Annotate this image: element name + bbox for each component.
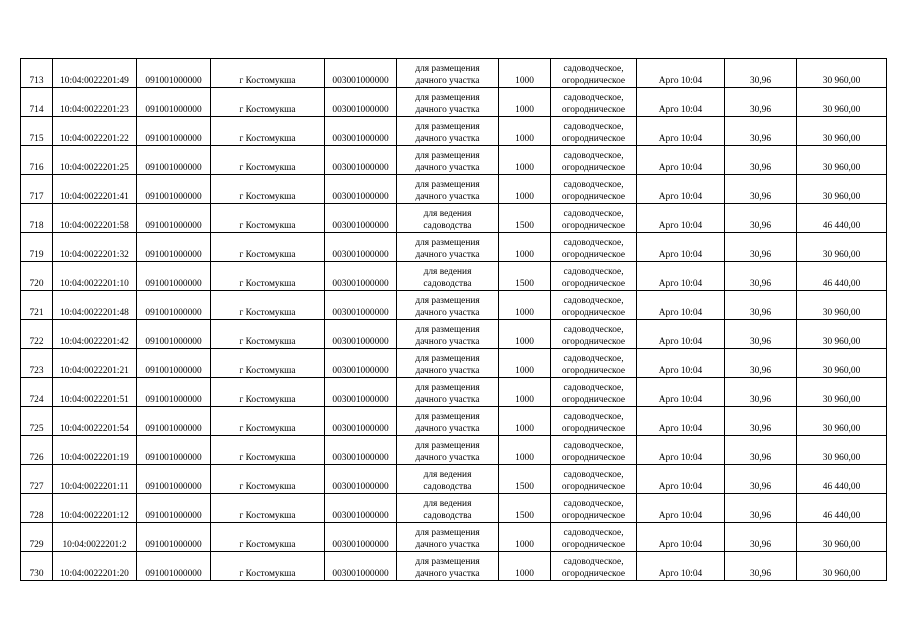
area-cell: 1000 <box>499 117 551 146</box>
permitted-use-line: дачного участка <box>415 337 480 347</box>
cadastral-number-cell: 10:04:0022201:21 <box>53 349 137 378</box>
land-category-line: огородническое <box>561 192 626 202</box>
land-category-cell <box>551 523 637 552</box>
permitted-use-line: дачного участка <box>415 540 480 550</box>
permitted-use-line: для размещения <box>415 412 480 422</box>
okato-code-cell: 091001000000 <box>137 378 211 407</box>
cadastral-value-cell: 30 960,00 <box>797 378 887 407</box>
land-category-line: садоводческое, <box>563 528 624 538</box>
locality-cell: г Костомукша <box>211 291 325 320</box>
area-cell: 1500 <box>499 262 551 291</box>
permitted-use-cell <box>397 233 499 262</box>
land-category-line: огородническое <box>561 76 626 86</box>
permitted-use-cell <box>397 146 499 175</box>
oktmo-code-cell: 003001000000 <box>325 262 397 291</box>
table-row <box>21 349 887 378</box>
area-cell: 1500 <box>499 494 551 523</box>
area-cell: 1000 <box>499 552 551 581</box>
permitted-use-line: для размещения <box>415 238 480 248</box>
locality-cell: г Костомукша <box>211 204 325 233</box>
land-category-line: садоводческое, <box>563 64 624 74</box>
land-category-line: садоводческое, <box>563 354 624 364</box>
oktmo-code-cell: 003001000000 <box>325 146 397 175</box>
locality-cell: г Костомукша <box>211 436 325 465</box>
land-category-line: огородническое <box>561 424 626 434</box>
specific-value-cell: 30,96 <box>725 262 797 291</box>
permitted-use-line: для ведения <box>423 267 472 277</box>
land-category-line: огородническое <box>561 308 626 318</box>
cadastral-value-cell: 30 960,00 <box>797 523 887 552</box>
specific-value-cell: 30,96 <box>725 88 797 117</box>
valuation-zone-cell: Арго 10:04 <box>637 378 725 407</box>
row-number-cell: 726 <box>21 436 53 465</box>
cadastral-value-cell: 30 960,00 <box>797 407 887 436</box>
cadastral-number-cell: 10:04:0022201:23 <box>53 88 137 117</box>
specific-value-cell: 30,96 <box>725 320 797 349</box>
specific-value-cell: 30,96 <box>725 117 797 146</box>
land-category-line: огородническое <box>561 569 626 579</box>
area-cell: 1000 <box>499 378 551 407</box>
land-category-line: огородническое <box>561 163 626 173</box>
cadastral-value-cell: 30 960,00 <box>797 552 887 581</box>
specific-value-cell: 30,96 <box>725 349 797 378</box>
cadastral-number-cell: 10:04:0022201:49 <box>53 59 137 88</box>
table-row <box>21 494 887 523</box>
oktmo-code-cell: 003001000000 <box>325 436 397 465</box>
cadastral-number-cell: 10:04:0022201:2 <box>53 523 137 552</box>
permitted-use-line: для размещения <box>415 122 480 132</box>
permitted-use-cell <box>397 436 499 465</box>
land-category-cell <box>551 233 637 262</box>
oktmo-code-cell: 003001000000 <box>325 233 397 262</box>
land-category-line: огородническое <box>561 134 626 144</box>
row-number-cell: 720 <box>21 262 53 291</box>
land-category-cell <box>551 494 637 523</box>
permitted-use-line: для размещения <box>415 354 480 364</box>
specific-value-cell: 30,96 <box>725 146 797 175</box>
locality-cell: г Костомукша <box>211 378 325 407</box>
cadastral-number-cell: 10:04:0022201:32 <box>53 233 137 262</box>
permitted-use-line: дачного участка <box>415 308 480 318</box>
cadastral-number-cell: 10:04:0022201:58 <box>53 204 137 233</box>
oktmo-code-cell: 003001000000 <box>325 175 397 204</box>
cadastral-value-cell: 30 960,00 <box>797 349 887 378</box>
area-cell: 1000 <box>499 320 551 349</box>
land-category-cell <box>551 291 637 320</box>
locality-cell: г Костомукша <box>211 552 325 581</box>
table-row <box>21 175 887 204</box>
table-row <box>21 262 887 291</box>
specific-value-cell: 30,96 <box>725 204 797 233</box>
land-category-line: огородническое <box>561 482 626 492</box>
permitted-use-line: для ведения <box>423 470 472 480</box>
land-category-cell <box>551 88 637 117</box>
cadastral-value-cell: 30 960,00 <box>797 233 887 262</box>
land-category-cell <box>551 175 637 204</box>
table-row <box>21 291 887 320</box>
cadastral-value-cell: 30 960,00 <box>797 436 887 465</box>
permitted-use-line: дачного участка <box>415 192 480 202</box>
oktmo-code-cell: 003001000000 <box>325 494 397 523</box>
land-category-line: садоводческое, <box>563 470 624 480</box>
permitted-use-line: для размещения <box>415 383 480 393</box>
cadastral-value-cell: 46 440,00 <box>797 204 887 233</box>
row-number-cell: 716 <box>21 146 53 175</box>
area-cell: 1000 <box>499 291 551 320</box>
okato-code-cell: 091001000000 <box>137 407 211 436</box>
table-row <box>21 552 887 581</box>
permitted-use-line: для размещения <box>415 441 480 451</box>
specific-value-cell: 30,96 <box>725 59 797 88</box>
cadastral-value-cell: 30 960,00 <box>797 291 887 320</box>
oktmo-code-cell: 003001000000 <box>325 59 397 88</box>
table-row <box>21 465 887 494</box>
cadastral-number-cell: 10:04:0022201:10 <box>53 262 137 291</box>
permitted-use-cell <box>397 262 499 291</box>
permitted-use-line: садоводства <box>423 511 472 521</box>
cadastral-number-cell: 10:04:0022201:11 <box>53 465 137 494</box>
land-category-cell <box>551 378 637 407</box>
land-category-cell <box>551 59 637 88</box>
land-plot-table <box>20 58 887 581</box>
table-row <box>21 117 887 146</box>
land-category-line: садоводческое, <box>563 296 624 306</box>
land-category-cell <box>551 146 637 175</box>
oktmo-code-cell: 003001000000 <box>325 378 397 407</box>
land-category-cell <box>551 117 637 146</box>
permitted-use-cell <box>397 378 499 407</box>
row-number-cell: 721 <box>21 291 53 320</box>
valuation-zone-cell: Арго 10:04 <box>637 291 725 320</box>
cadastral-value-cell: 30 960,00 <box>797 88 887 117</box>
locality-cell: г Костомукша <box>211 117 325 146</box>
permitted-use-line: для размещения <box>415 325 480 335</box>
okato-code-cell: 091001000000 <box>137 465 211 494</box>
cadastral-value-cell: 30 960,00 <box>797 117 887 146</box>
locality-cell: г Костомукша <box>211 494 325 523</box>
okato-code-cell: 091001000000 <box>137 233 211 262</box>
okato-code-cell: 091001000000 <box>137 117 211 146</box>
area-cell: 1500 <box>499 465 551 494</box>
permitted-use-cell <box>397 349 499 378</box>
valuation-zone-cell: Арго 10:04 <box>637 233 725 262</box>
oktmo-code-cell: 003001000000 <box>325 523 397 552</box>
row-number-cell: 715 <box>21 117 53 146</box>
permitted-use-cell <box>397 175 499 204</box>
valuation-zone-cell: Арго 10:04 <box>637 436 725 465</box>
valuation-zone-cell: Арго 10:04 <box>637 552 725 581</box>
locality-cell: г Костомукша <box>211 262 325 291</box>
valuation-zone-cell: Арго 10:04 <box>637 146 725 175</box>
okato-code-cell: 091001000000 <box>137 291 211 320</box>
area-cell: 1000 <box>499 88 551 117</box>
row-number-cell: 717 <box>21 175 53 204</box>
okato-code-cell: 091001000000 <box>137 146 211 175</box>
cadastral-value-cell: 30 960,00 <box>797 320 887 349</box>
oktmo-code-cell: 003001000000 <box>325 88 397 117</box>
cadastral-number-cell: 10:04:0022201:48 <box>53 291 137 320</box>
row-number-cell: 730 <box>21 552 53 581</box>
land-category-cell <box>551 552 637 581</box>
okato-code-cell: 091001000000 <box>137 59 211 88</box>
table-row <box>21 523 887 552</box>
permitted-use-line: дачного участка <box>415 395 480 405</box>
land-category-line: садоводческое, <box>563 383 624 393</box>
okato-code-cell: 091001000000 <box>137 436 211 465</box>
specific-value-cell: 30,96 <box>725 465 797 494</box>
area-cell: 1000 <box>499 59 551 88</box>
row-number-cell: 713 <box>21 59 53 88</box>
locality-cell: г Костомукша <box>211 88 325 117</box>
permitted-use-line: дачного участка <box>415 250 480 260</box>
locality-cell: г Костомукша <box>211 523 325 552</box>
valuation-zone-cell: Арго 10:04 <box>637 204 725 233</box>
valuation-zone-cell: Арго 10:04 <box>637 407 725 436</box>
permitted-use-cell <box>397 204 499 233</box>
cadastral-value-cell: 46 440,00 <box>797 494 887 523</box>
valuation-zone-cell: Арго 10:04 <box>637 59 725 88</box>
locality-cell: г Костомукша <box>211 349 325 378</box>
okato-code-cell: 091001000000 <box>137 523 211 552</box>
locality-cell: г Костомукша <box>211 233 325 262</box>
land-category-line: огородническое <box>561 366 626 376</box>
cadastral-number-cell: 10:04:0022201:22 <box>53 117 137 146</box>
table-row <box>21 204 887 233</box>
land-category-line: садоводческое, <box>563 441 624 451</box>
row-number-cell: 718 <box>21 204 53 233</box>
specific-value-cell: 30,96 <box>725 494 797 523</box>
cadastral-value-cell: 30 960,00 <box>797 59 887 88</box>
valuation-zone-cell: Арго 10:04 <box>637 523 725 552</box>
row-number-cell: 728 <box>21 494 53 523</box>
land-category-line: огородническое <box>561 511 626 521</box>
row-number-cell: 714 <box>21 88 53 117</box>
row-number-cell: 727 <box>21 465 53 494</box>
valuation-zone-cell: Арго 10:04 <box>637 262 725 291</box>
permitted-use-line: для размещения <box>415 296 480 306</box>
land-category-cell <box>551 262 637 291</box>
table-row <box>21 59 887 88</box>
valuation-zone-cell: Арго 10:04 <box>637 465 725 494</box>
permitted-use-cell <box>397 117 499 146</box>
oktmo-code-cell: 003001000000 <box>325 291 397 320</box>
land-category-line: садоводческое, <box>563 238 624 248</box>
cadastral-number-cell: 10:04:0022201:54 <box>53 407 137 436</box>
land-category-line: огородническое <box>561 395 626 405</box>
land-category-line: садоводческое, <box>563 93 624 103</box>
land-category-line: садоводческое, <box>563 557 624 567</box>
permitted-use-cell <box>397 552 499 581</box>
area-cell: 1000 <box>499 407 551 436</box>
permitted-use-line: дачного участка <box>415 105 480 115</box>
area-cell: 1000 <box>499 523 551 552</box>
valuation-zone-cell: Арго 10:04 <box>637 88 725 117</box>
okato-code-cell: 091001000000 <box>137 262 211 291</box>
okato-code-cell: 091001000000 <box>137 320 211 349</box>
cadastral-number-cell: 10:04:0022201:19 <box>53 436 137 465</box>
land-category-line: садоводческое, <box>563 325 624 335</box>
locality-cell: г Костомукша <box>211 175 325 204</box>
land-category-line: огородническое <box>561 279 626 289</box>
oktmo-code-cell: 003001000000 <box>325 407 397 436</box>
row-number-cell: 724 <box>21 378 53 407</box>
permitted-use-line: для размещения <box>415 557 480 567</box>
okato-code-cell: 091001000000 <box>137 349 211 378</box>
area-cell: 1000 <box>499 146 551 175</box>
cadastral-value-cell: 46 440,00 <box>797 465 887 494</box>
area-cell: 1000 <box>499 436 551 465</box>
row-number-cell: 729 <box>21 523 53 552</box>
oktmo-code-cell: 003001000000 <box>325 320 397 349</box>
valuation-zone-cell: Арго 10:04 <box>637 349 725 378</box>
locality-cell: г Костомукша <box>211 320 325 349</box>
table-body <box>21 59 887 581</box>
permitted-use-line: садоводства <box>423 221 472 231</box>
locality-cell: г Костомукша <box>211 146 325 175</box>
permitted-use-line: для размещения <box>415 180 480 190</box>
land-category-line: огородническое <box>561 105 626 115</box>
cadastral-number-cell: 10:04:0022201:41 <box>53 175 137 204</box>
okato-code-cell: 091001000000 <box>137 494 211 523</box>
table-row <box>21 146 887 175</box>
area-cell: 1000 <box>499 175 551 204</box>
land-category-line: огородническое <box>561 337 626 347</box>
okato-code-cell: 091001000000 <box>137 552 211 581</box>
row-number-cell: 722 <box>21 320 53 349</box>
land-category-cell <box>551 320 637 349</box>
table-row <box>21 436 887 465</box>
land-category-line: огородническое <box>561 221 626 231</box>
valuation-zone-cell: Арго 10:04 <box>637 494 725 523</box>
permitted-use-cell <box>397 320 499 349</box>
land-category-line: огородническое <box>561 250 626 260</box>
land-category-line: садоводческое, <box>563 151 624 161</box>
cadastral-number-cell: 10:04:0022201:25 <box>53 146 137 175</box>
permitted-use-line: для размещения <box>415 93 480 103</box>
locality-cell: г Костомукша <box>211 407 325 436</box>
table-row <box>21 320 887 349</box>
permitted-use-line: дачного участка <box>415 366 480 376</box>
oktmo-code-cell: 003001000000 <box>325 552 397 581</box>
permitted-use-line: дачного участка <box>415 424 480 434</box>
specific-value-cell: 30,96 <box>725 523 797 552</box>
specific-value-cell: 30,96 <box>725 407 797 436</box>
specific-value-cell: 30,96 <box>725 291 797 320</box>
permitted-use-line: для ведения <box>423 209 472 219</box>
cadastral-number-cell: 10:04:0022201:42 <box>53 320 137 349</box>
land-category-line: садоводческое, <box>563 180 624 190</box>
permitted-use-line: для ведения <box>423 499 472 509</box>
okato-code-cell: 091001000000 <box>137 88 211 117</box>
permitted-use-line: дачного участка <box>415 163 480 173</box>
land-category-cell <box>551 349 637 378</box>
land-category-cell <box>551 204 637 233</box>
permitted-use-cell <box>397 523 499 552</box>
permitted-use-line: садоводства <box>423 279 472 289</box>
permitted-use-line: дачного участка <box>415 569 480 579</box>
permitted-use-cell <box>397 494 499 523</box>
permitted-use-line: для размещения <box>415 528 480 538</box>
specific-value-cell: 30,96 <box>725 233 797 262</box>
cadastral-number-cell: 10:04:0022201:20 <box>53 552 137 581</box>
land-category-line: садоводческое, <box>563 499 624 509</box>
row-number-cell: 719 <box>21 233 53 262</box>
oktmo-code-cell: 003001000000 <box>325 204 397 233</box>
land-category-cell <box>551 436 637 465</box>
land-category-line: огородническое <box>561 540 626 550</box>
okato-code-cell: 091001000000 <box>137 175 211 204</box>
permitted-use-cell <box>397 407 499 436</box>
permitted-use-cell <box>397 88 499 117</box>
permitted-use-line: садоводства <box>423 482 472 492</box>
land-category-cell <box>551 407 637 436</box>
cadastral-value-cell: 46 440,00 <box>797 262 887 291</box>
permitted-use-cell <box>397 291 499 320</box>
area-cell: 1000 <box>499 233 551 262</box>
land-category-line: садоводческое, <box>563 412 624 422</box>
oktmo-code-cell: 003001000000 <box>325 117 397 146</box>
okato-code-cell: 091001000000 <box>137 204 211 233</box>
land-category-line: садоводческое, <box>563 122 624 132</box>
oktmo-code-cell: 003001000000 <box>325 349 397 378</box>
locality-cell: г Костомукша <box>211 59 325 88</box>
land-category-line: садоводческое, <box>563 267 624 277</box>
land-category-line: огородническое <box>561 453 626 463</box>
land-category-cell <box>551 465 637 494</box>
specific-value-cell: 30,96 <box>725 552 797 581</box>
row-number-cell: 723 <box>21 349 53 378</box>
permitted-use-line: для размещения <box>415 64 480 74</box>
cadastral-value-cell: 30 960,00 <box>797 175 887 204</box>
table-row <box>21 407 887 436</box>
permitted-use-line: для размещения <box>415 151 480 161</box>
permitted-use-cell <box>397 465 499 494</box>
table-row <box>21 378 887 407</box>
specific-value-cell: 30,96 <box>725 378 797 407</box>
area-cell: 1500 <box>499 204 551 233</box>
permitted-use-line: дачного участка <box>415 76 480 86</box>
table-row <box>21 233 887 262</box>
valuation-zone-cell: Арго 10:04 <box>637 117 725 146</box>
area-cell: 1000 <box>499 349 551 378</box>
locality-cell: г Костомукша <box>211 465 325 494</box>
cadastral-number-cell: 10:04:0022201:12 <box>53 494 137 523</box>
specific-value-cell: 30,96 <box>725 175 797 204</box>
cadastral-value-cell: 30 960,00 <box>797 146 887 175</box>
permitted-use-line: дачного участка <box>415 134 480 144</box>
valuation-zone-cell: Арго 10:04 <box>637 320 725 349</box>
cadastral-number-cell: 10:04:0022201:51 <box>53 378 137 407</box>
land-category-line: садоводческое, <box>563 209 624 219</box>
specific-value-cell: 30,96 <box>725 436 797 465</box>
oktmo-code-cell: 003001000000 <box>325 465 397 494</box>
permitted-use-line: дачного участка <box>415 453 480 463</box>
permitted-use-cell <box>397 59 499 88</box>
row-number-cell: 725 <box>21 407 53 436</box>
table-row <box>21 88 887 117</box>
valuation-zone-cell: Арго 10:04 <box>637 175 725 204</box>
